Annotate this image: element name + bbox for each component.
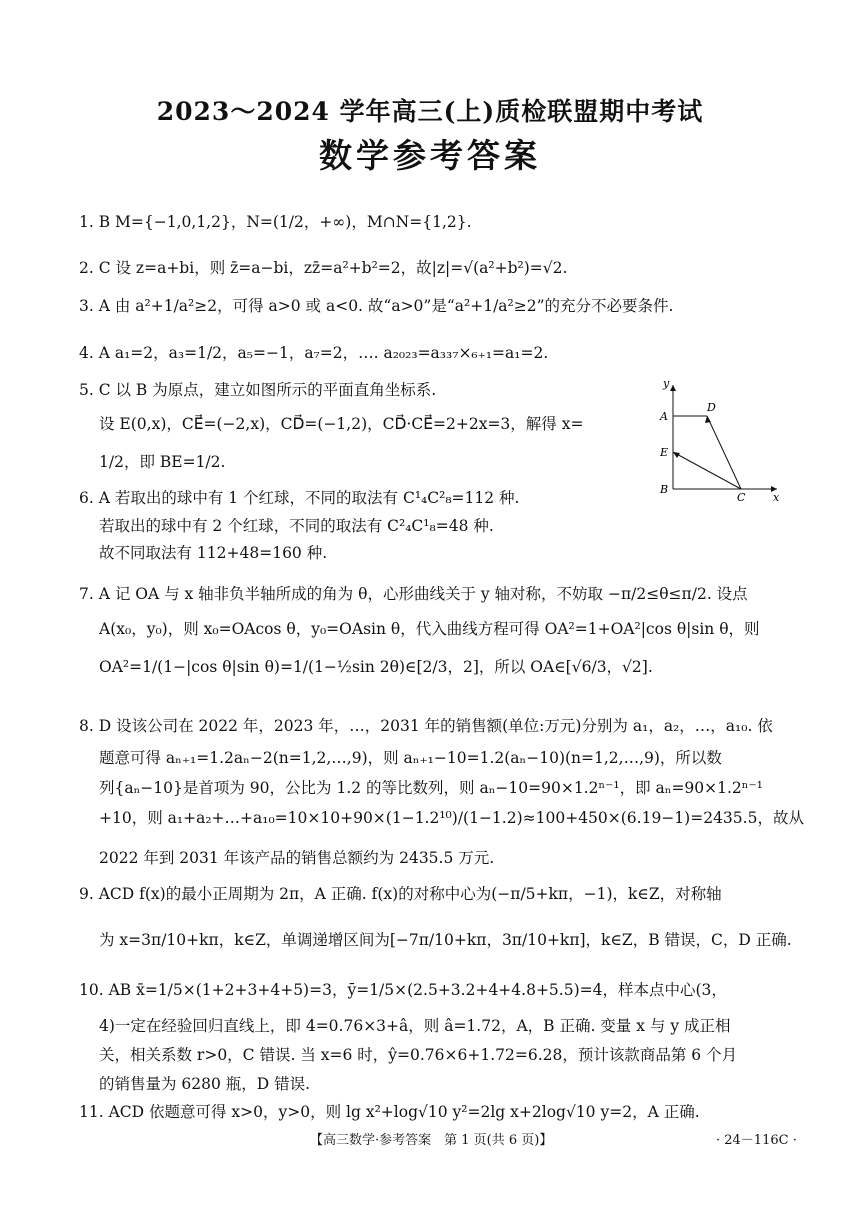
label-y: y (663, 377, 670, 390)
answer-4: 4. A a₁=2，a₃=1/2，a₅=−1，a₇=2，…. a₂₀₂₃=a₃₃₇×₆₊₁=a₁=2. (79, 344, 549, 362)
answer-6-line1: 6. A 若取出的球中有 1 个红球，不同的取法有 C¹₄C²₈=112 种. (79, 489, 520, 507)
answer-5-line3: 1/2，即 BE=1/2. (99, 453, 226, 471)
label-C: C (737, 491, 746, 502)
answer-5-line2: 设 E(0,x)，CE⃗=(−2,x)，CD⃗=(−1,2)，CD⃗·CE⃗=2+2x=3，解得 x= (99, 415, 584, 433)
page-title: 2023～2024 学年高三(上)质检联盟期中考试 (156, 97, 704, 126)
answer-10-line3: 关，相关系数 r>0，C 错误. 当 x=6 时，ŷ=0.76×6+1.72=6.28，预计该款商品第 6 个月 (99, 1046, 738, 1064)
answer-9-line1: 9. ACD f(x)的最小正周期为 2π，A 正确. f(x)的对称中心为(−π/5+kπ，−1)，k∈Z，对称轴 (79, 885, 722, 903)
footer-page-info: 【高三数学·参考答案 第 1 页(共 6 页)】 (310, 1133, 553, 1148)
answer-8-line4: +10，则 a₁+a₂+…+a₁₀=10×10+90×(1−1.2¹⁰)/(1−1.2)≈100+450×(6.19−1)=2435.5，故从 (99, 809, 804, 827)
answer-8-line5: 2022 年到 2031 年该产品的销售总额约为 2435.5 万元. (99, 849, 495, 867)
answer-5-line1: 5. C 以 B 为原点，建立如图所示的平面直角坐标系. (79, 381, 437, 399)
answer-2: 2. C 设 z=a+bi，则 z̄=a−bi，zz̄=a²+b²=2，故|z|=√(a²+b²)=√2. (79, 259, 568, 277)
answer-7-line3: OA²=1/(1−|cos θ|sin θ)=1/(1−½sin 2θ)∈[2/3，2]，所以 OA∈[√6/3，√2]. (99, 658, 653, 676)
answer-6-line3: 故不同取法有 112+48=160 种. (99, 544, 328, 562)
answer-8-line1: 8. D 设该公司在 2022 年，2023 年，…，2031 年的销售额(单位:万元)分别为 a₁，a₂，…，a₁₀. 依 (79, 717, 773, 735)
label-x: x (773, 491, 780, 502)
answer-8-line3: 列{aₙ−10}是首项为 90，公比为 1.2 的等比数列，则 aₙ−10=90×1.2ⁿ⁻¹，即 aₙ=90×1.2ⁿ⁻¹ (99, 779, 763, 797)
answer-10-line1: 10. AB x̄=1/5×(1+2+3+4+5)=3，ȳ=1/5×(2.5+3.2+4+4.8+5.5)=4，样本点中心(3， (79, 981, 727, 999)
label-A: A (660, 410, 668, 423)
footer-code: · 24－116C · (716, 1133, 797, 1148)
answer-3: 3. A 由 a²+1/a²≥2，可得 a>0 或 a<0. 故“a>0”是“a²+1/a²≥2”的充分不必要条件. (79, 297, 674, 315)
answer-9-line2: 为 x=3π/10+kπ，k∈Z，单调递增区间为[−7π/10+kπ，3π/10+kπ]，k∈Z，B 错误，C，D 正确. (99, 931, 792, 949)
answer-7-line2: A(x₀，y₀)，则 x₀=OAcos θ，y₀=OAsin θ，代入曲线方程可得 OA²=1+OA²|cos θ|sin θ，则 (99, 620, 760, 638)
answer-7-line1: 7. A 记 OA 与 x 轴非负半轴所成的角为 θ，心形曲线关于 y 轴对称，不妨取 −π/2≤θ≤π/2. 设点 (79, 585, 748, 603)
answer-10-line2: 4)一定在经验回归直线上，即 4=0.76×3+â，则 â=1.72，A，B 正确. 变量 x 与 y 成正相 (99, 1017, 731, 1035)
label-E: E (660, 446, 669, 459)
label-D: D (707, 401, 716, 414)
answer-10-line4: 的销售量为 6280 瓶，D 错误. (99, 1075, 311, 1093)
coordinate-figure (655, 377, 785, 502)
answer-11: 11. ACD 依题意可得 x>0，y>0，则 lg x²+log√10 y²=2lg x+2log√10 y=2，A 正确. (79, 1103, 700, 1121)
answer-8-line2: 题意可得 aₙ₊₁=1.2aₙ−2(n=1,2,…,9)，则 aₙ₊₁−10=1.2(aₙ−10)(n=1,2,…,9)，所以数 (99, 749, 722, 767)
label-B: B (660, 483, 669, 496)
answer-1: 1. B M={−1,0,1,2}，N=(1/2，+∞)，M∩N={1,2}. (79, 213, 472, 231)
page-subtitle: 数学参考答案 (319, 136, 541, 175)
answer-6-line2: 若取出的球中有 2 个红球，不同的取法有 C²₄C¹₈=48 种. (99, 517, 494, 535)
